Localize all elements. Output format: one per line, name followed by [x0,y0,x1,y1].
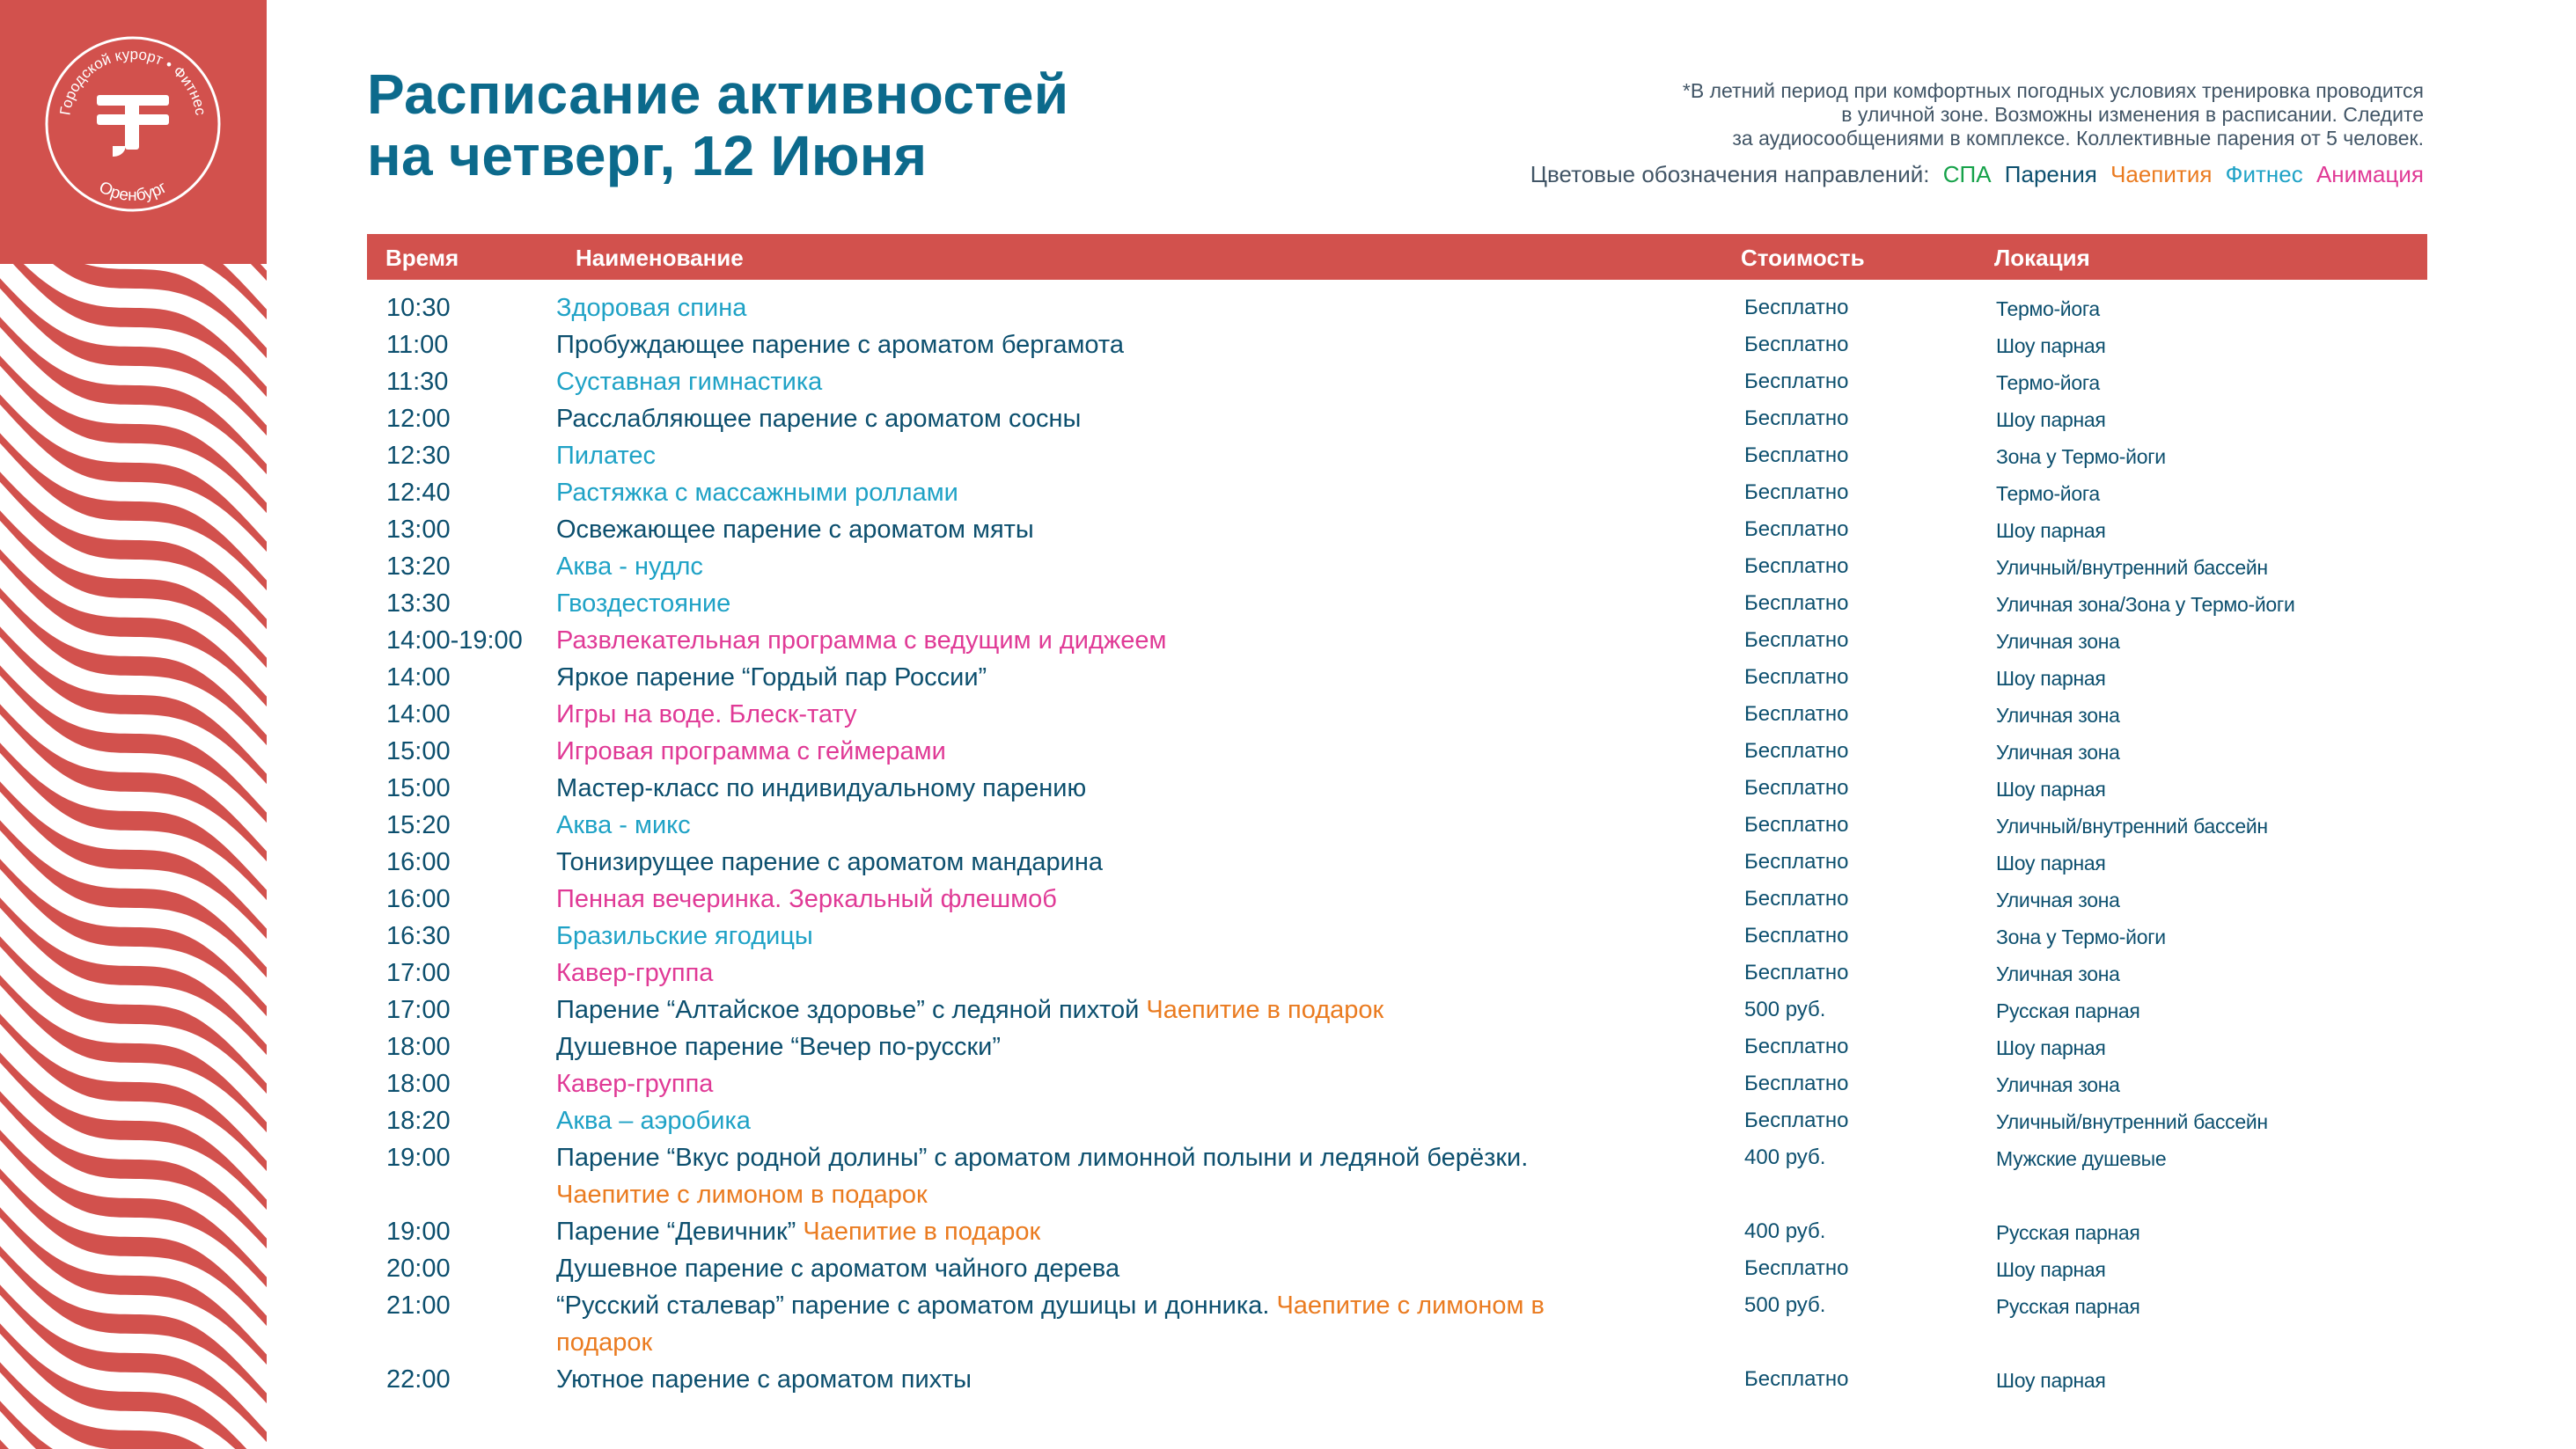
row-location: Шоу парная [1996,852,2106,875]
activity-name: Парение “Девичник” [556,1218,796,1246]
note-line: в уличной зоне. Возможны изменения в расписании. Следите [1841,103,2424,126]
row-cost: Бесплатно [1744,370,1849,393]
resort-logo [42,33,224,215]
row-cost: Бесплатно [1744,887,1849,911]
row-cost: Бесплатно [1744,813,1849,837]
row-time: 12:30 [386,442,451,470]
table-row [367,1250,2427,1287]
row-cost: Бесплатно [1744,554,1849,578]
activity-name: Развлекательная программа с ведущим и диджеем [556,626,1167,655]
row-time: 22:00 [386,1365,451,1394]
row-cost: Бесплатно [1744,517,1849,541]
row-activity [556,659,1590,696]
row-activity [556,1361,1590,1398]
row-activity [556,918,1590,955]
svg-text:Оренбург [96,178,170,205]
table-row [367,326,2427,363]
row-activity [556,326,1590,363]
row-time: 14:00-19:00 [386,626,523,655]
header-cost: Стоимость [1741,245,1865,271]
row-location: Шоу парная [1996,519,2106,542]
row-location: Термо-йога [1996,371,2100,394]
row-cost: Бесплатно [1744,406,1849,430]
row-time: 15:00 [386,774,451,802]
legend-item-fitness: Фитнес [2225,161,2303,187]
table-row [367,474,2427,511]
tea-bonus: Чаепитие в подарок [1146,996,1384,1024]
activity-name: Игры на воде. Блеск-тату [556,700,857,728]
row-activity [556,1139,1590,1213]
table-row [367,585,2427,622]
row-time: 11:00 [386,331,449,359]
activity-name: Игровая программа с геймерами [556,737,946,765]
legend-item-tea: Чаепития [2110,161,2213,187]
row-location: Уличный/внутренний бассейн [1996,1110,2268,1133]
activity-name: Гвоздестояние [556,589,731,618]
row-cost: Бесплатно [1744,1109,1849,1132]
activity-name: Расслабляющее парение с ароматом сосны [556,405,1082,433]
row-activity [556,770,1590,807]
table-row [367,363,2427,400]
row-time: 18:20 [386,1107,451,1135]
table-header [367,234,2427,280]
activity-name: Уютное парение с ароматом пихты [556,1365,972,1394]
color-legend [1530,161,2424,188]
row-cost: Бесплатно [1744,1256,1849,1280]
row-activity [556,474,1590,511]
activity-name: Душевное парение с ароматом чайного дерева [556,1255,1120,1283]
row-activity [556,400,1590,437]
row-time: 17:00 [386,959,451,987]
row-time: 18:00 [386,1033,451,1061]
row-location: Уличная зона/Зона у Термо-йоги [1996,593,2295,616]
row-cost: Бесплатно [1744,702,1849,726]
table-row [367,733,2427,770]
row-cost: Бесплатно [1744,296,1849,319]
schedule-table [367,289,2427,1398]
table-row [367,1028,2427,1065]
row-cost: Бесплатно [1744,1035,1849,1058]
table-row [367,881,2427,918]
table-row [367,1213,2427,1250]
row-activity [556,1213,1590,1250]
row-location: Уличная зона [1996,741,2120,764]
logo-text-bottom: Оренбург [95,178,171,205]
row-activity [556,437,1590,474]
table-row [367,918,2427,955]
table-row [367,992,2427,1028]
row-time: 13:20 [386,553,451,581]
table-row [367,844,2427,881]
row-location: Уличный/внутренний бассейн [1996,556,2268,579]
row-cost: Бесплатно [1744,443,1849,467]
tea-bonus: Чаепитие в подарок [803,1218,1041,1246]
activity-name: Бразильские ягодицы [556,922,813,950]
activity-name: Растяжка с массажными роллами [556,479,958,507]
row-time: 20:00 [386,1255,451,1283]
row-location: Шоу парная [1996,1258,2106,1281]
row-cost: Бесплатно [1744,739,1849,763]
table-row [367,511,2427,548]
table-row [367,437,2427,474]
row-activity [556,844,1590,881]
activity-name: Пробуждающее парение с ароматом бергамота [556,331,1125,359]
activity-name: Аква - нудлс [556,553,703,581]
logo-mark-icon [97,95,169,157]
row-location: Термо-йога [1996,297,2100,320]
row-activity [556,733,1590,770]
table-row [367,659,2427,696]
row-cost: Бесплатно [1744,961,1849,984]
row-location: Зона у Термо-йоги [1996,445,2166,468]
row-time: 19:00 [386,1144,451,1172]
wave-pattern [0,264,267,1449]
row-location: Уличная зона [1996,704,2120,727]
table-row [367,289,2427,326]
activity-name: Пенная вечеринка. Зеркальный флешмоб [556,885,1057,913]
header-location: Локация [1994,245,2090,271]
row-time: 13:00 [386,516,451,544]
row-activity [556,1250,1590,1287]
row-cost: Бесплатно [1744,480,1849,504]
row-activity [556,363,1590,400]
row-time: 17:00 [386,996,451,1024]
note-line: *В летний период при комфортных погодных условиях тренировка проводится [1682,79,2424,102]
row-location: Зона у Термо-йоги [1996,926,2166,948]
legend-item-animation: Анимация [2315,161,2424,187]
legend-label: Цветовые обозначения направлений: [1530,161,1930,187]
row-time: 16:30 [386,922,451,950]
row-cost: Бесплатно [1744,333,1849,356]
activity-name: Яркое парение “Гордый пар России” [556,663,987,692]
row-activity [556,548,1590,585]
tea-bonus: Чаепитие с лимоном в подарок [556,1292,1545,1357]
row-location: Уличный/внутренний бассейн [1996,815,2268,838]
activity-name: Кавер-группа [556,959,714,987]
row-time: 14:00 [386,700,451,728]
table-row [367,400,2427,437]
table-row [367,770,2427,807]
row-location: Уличная зона [1996,889,2120,911]
row-cost: 400 руб. [1744,1219,1826,1243]
left-sidebar [0,0,267,1449]
table-row [367,548,2427,585]
row-time: 15:20 [386,811,451,839]
tea-bonus: Чаепитие с лимоном в подарок [556,1181,928,1209]
row-cost: 500 руб. [1744,1293,1826,1317]
note-line: за аудиосообщениями в комплексе. Коллективные парения от 5 человек. [1732,127,2424,150]
legend-item-steam: Парения [2004,161,2097,187]
table-row [367,1287,2427,1361]
row-location: Шоу парная [1996,778,2106,801]
row-activity [556,1065,1590,1102]
row-cost: 500 руб. [1744,998,1826,1021]
row-activity [556,696,1590,733]
row-cost: Бесплатно [1744,665,1849,689]
row-activity [556,807,1590,844]
row-location: Уличная зона [1996,1073,2120,1096]
row-time: 18:00 [386,1070,451,1098]
row-time: 14:00 [386,663,451,692]
activity-name: Душевное парение “Вечер по-русски” [556,1033,1001,1061]
row-location: Русская парная [1996,1295,2140,1318]
row-location: Шоу парная [1996,667,2106,690]
row-location: Русская парная [1996,1221,2140,1244]
schedule-note [1456,79,2424,150]
header-time: Время [385,245,459,271]
row-time: 13:30 [386,589,451,618]
activity-name: Освежающее парение с ароматом мяты [556,516,1034,544]
activity-name: Парение “Вкус родной долины” с ароматом лимонной полыни и ледяной берёзки. [556,1144,1529,1172]
row-activity [556,881,1590,918]
row-activity [556,955,1590,992]
row-cost: Бесплатно [1744,1072,1849,1095]
row-time: 10:30 [386,294,451,322]
row-location: Уличная зона [1996,962,2120,985]
row-cost: Бесплатно [1744,850,1849,874]
row-cost: Бесплатно [1744,628,1849,652]
row-location: Шоу парная [1996,334,2106,357]
activity-name: Тонизирущее парение с ароматом мандарина [556,848,1103,876]
row-time: 15:00 [386,737,451,765]
activity-name: Парение “Алтайское здоровье” с ледяной пихтой [556,996,1140,1024]
row-time: 19:00 [386,1218,451,1246]
table-row [367,1139,2427,1213]
legend-item-spa: СПА [1942,161,1992,187]
row-cost: Бесплатно [1744,591,1849,615]
table-row [367,807,2427,844]
row-activity [556,1287,1590,1361]
row-time: 16:00 [386,885,451,913]
row-location: Мужские душевые [1996,1147,2167,1170]
row-cost: 400 руб. [1744,1145,1826,1169]
activity-name: Мастер-класс по индивидуальному парению [556,774,1087,802]
activity-name: Пилатес [556,442,657,470]
page-title [367,63,1068,187]
row-time: 12:00 [386,405,451,433]
row-location: Шоу парная [1996,408,2106,431]
row-location: Термо-йога [1996,482,2100,505]
row-time: 11:30 [386,368,449,396]
row-activity [556,1028,1590,1065]
activity-name: Аква - микс [556,811,691,839]
row-activity [556,585,1590,622]
row-activity [556,511,1590,548]
activity-name: Аква – аэробика [556,1107,751,1135]
title-line-2: на четверг, 12 Июня [367,124,928,187]
activity-name: Суставная гимнастика [556,368,823,396]
table-row [367,1361,2427,1398]
table-row [367,1065,2427,1102]
row-time: 12:40 [386,479,451,507]
row-activity [556,992,1590,1028]
table-row [367,622,2427,659]
row-location: Уличная зона [1996,630,2120,653]
row-activity [556,622,1590,659]
row-location: Русская парная [1996,999,2140,1022]
activity-name: Здоровая спина [556,294,747,322]
row-location: Шоу парная [1996,1036,2106,1059]
row-cost: Бесплатно [1744,776,1849,800]
row-location: Шоу парная [1996,1369,2106,1392]
activity-name: Кавер-группа [556,1070,714,1098]
table-row [367,955,2427,992]
title-line-1: Расписание активностей [367,62,1069,126]
row-activity [556,1102,1590,1139]
table-row [367,1102,2427,1139]
logo-text-top: Городской курорт • Фитнес [56,46,209,117]
row-time: 21:00 [386,1292,451,1320]
row-cost: Бесплатно [1744,1367,1849,1391]
activity-name: “Русский сталевар” парение с ароматом душицы и донника. [556,1292,1270,1320]
table-row [367,696,2427,733]
row-time: 16:00 [386,848,451,876]
row-activity [556,289,1590,326]
header-name: Наименование [576,245,744,271]
row-cost: Бесплатно [1744,924,1849,948]
